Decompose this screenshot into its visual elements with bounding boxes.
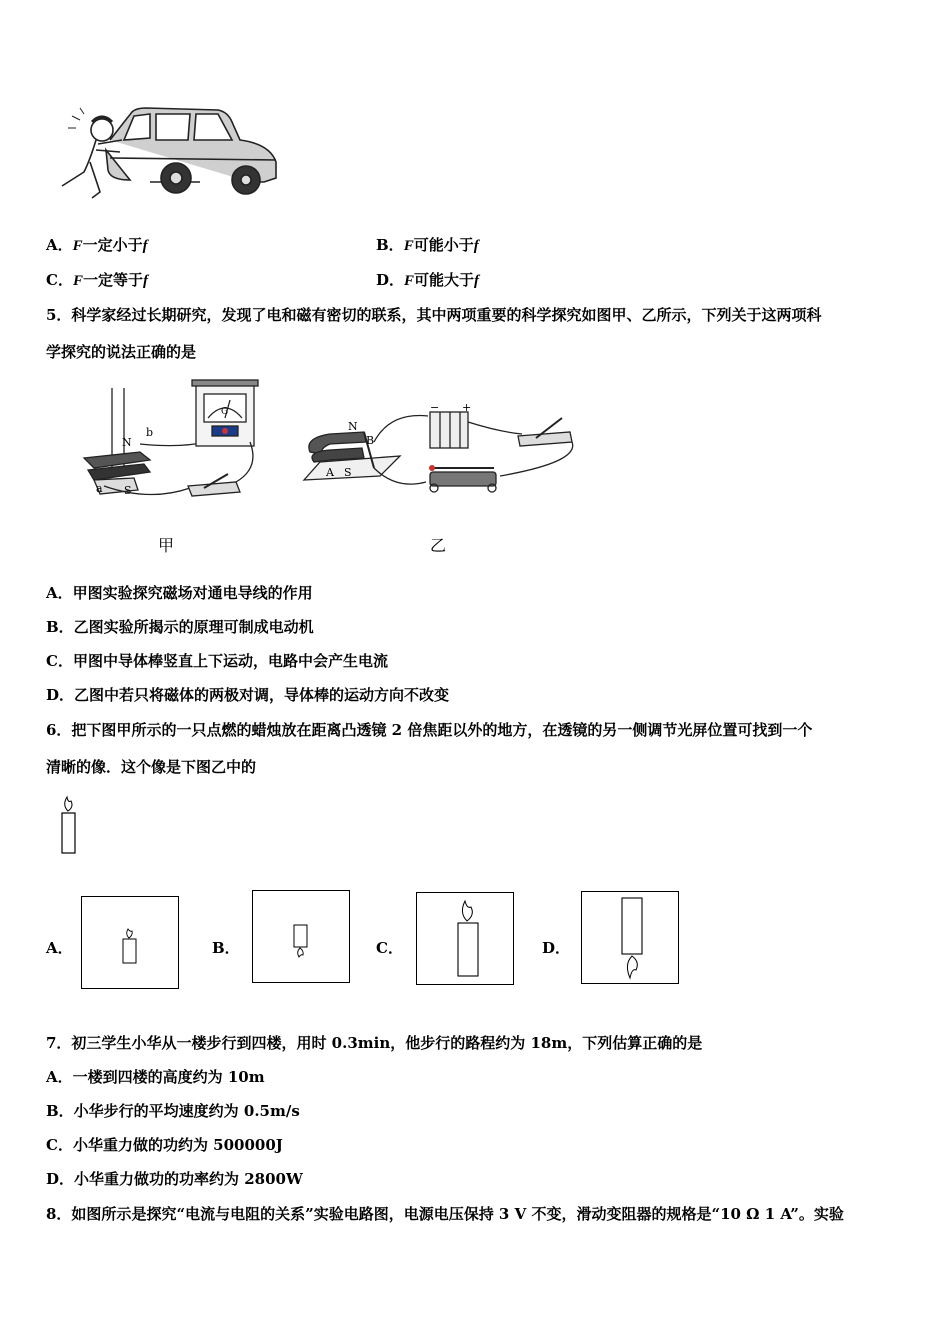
q5-option-c[interactable]: C．甲图中导体棒竖直上下运动，电路中会产生电流 [46, 652, 388, 670]
label-s: S [124, 484, 132, 497]
q7-option-d[interactable]: D．小华重力做功的功率约为 2800W [46, 1170, 303, 1188]
q6-choice-c-label: C． [376, 939, 403, 957]
large-upright-candle-icon [417, 893, 513, 984]
option-label: A． [46, 236, 73, 254]
boy-pushing-car-figure [50, 100, 282, 206]
q4-option-a[interactable] [46, 235, 148, 256]
figure-jia-caption: 甲 [158, 536, 175, 555]
label-a: a [96, 482, 103, 495]
figure-yi-caption: 乙 [430, 536, 447, 555]
variable-f: f [473, 238, 479, 254]
variable-F: F [403, 238, 414, 254]
q4-option-b[interactable] [376, 235, 479, 256]
q8-stem: 8．如图所示是探究“电流与电阻的关系”实验电路图，电源电压保持 3 V 不变，滑动变阻器的规格是“10 Ω 1 A”。实验 [46, 1205, 844, 1223]
q5-option-b[interactable]: B．乙图实验所揭示的原理可制成电动机 [46, 618, 314, 636]
q6-choice-b-label: B． [212, 939, 240, 957]
label-b: b [146, 426, 154, 439]
large-inverted-candle-icon [582, 892, 678, 983]
variable-f: f [474, 273, 480, 289]
lit-candle-figure [58, 795, 80, 857]
q5-stem-line2: 学探究的说法正确的是 [46, 343, 197, 361]
q5-stem-line1: 5．科学家经过长期研究，发现了电和磁有密切的联系，其中两项重要的科学探究如图甲、乙所示，下列关于这两项科 [46, 306, 822, 324]
q7-option-c[interactable]: C．小华重力做的功约为 500000J [46, 1136, 283, 1154]
label-s: S [344, 466, 352, 479]
q6-stem-line2: 清晰的像．这个像是下图乙中的 [46, 758, 257, 776]
label-b: B [366, 434, 375, 447]
option-label: C． [46, 271, 73, 289]
label-plus: + [462, 402, 472, 414]
small-upright-candle-icon [82, 897, 178, 988]
label-n: N [348, 420, 358, 433]
option-text: 可能小于 [413, 236, 474, 254]
variable-f: f [142, 238, 148, 254]
q5-option-d[interactable]: D．乙图中若只将磁体的两极对调，导体棒的运动方向不改变 [46, 686, 450, 704]
q6-choice-d-label: D． [542, 939, 571, 957]
q5-option-a[interactable]: A．甲图实验探究磁场对通电导线的作用 [46, 584, 313, 602]
q6-choice-a[interactable] [81, 896, 179, 989]
label-g: G [221, 407, 229, 417]
q4-option-c[interactable] [46, 270, 148, 291]
label-n: N [122, 436, 132, 449]
q6-choice-c[interactable] [416, 892, 514, 985]
option-text: 一定等于 [82, 271, 143, 289]
q6-choice-d[interactable] [581, 891, 679, 984]
variable-F: F [72, 238, 83, 254]
variable-F: F [72, 273, 83, 289]
label-a: A [326, 466, 334, 479]
figure-yi-motor-principle [300, 402, 580, 502]
q7-option-b[interactable]: B．小华步行的平均速度约为 0.5m/s [46, 1102, 300, 1120]
q6-stem-line1: 6．把下图甲所示的一只点燃的蜡烛放在距离凸透镜 2 倍焦距以外的地方，在透镜的另一侧调节光屏位置可找到一个 [46, 721, 813, 739]
q7-option-a[interactable]: A．一楼到四楼的高度约为 10m [46, 1068, 265, 1086]
option-label: B． [376, 236, 404, 254]
label-minus: − [430, 402, 440, 414]
option-label: D． [376, 271, 405, 289]
option-text: 可能大于 [414, 271, 475, 289]
q7-stem: 7．初三学生小华从一楼步行到四楼，用时 0.3min，他步行的路程约为 18m，下列估算正确的是 [46, 1034, 703, 1052]
small-inverted-candle-icon [253, 891, 349, 982]
option-text: 一定小于 [82, 236, 143, 254]
q6-choice-a-label: A． [46, 939, 73, 957]
variable-f: f [142, 273, 148, 289]
q4-option-d[interactable] [376, 270, 479, 291]
variable-F: F [404, 273, 415, 289]
q6-choice-b[interactable] [252, 890, 350, 983]
figure-jia-electromagnetic-induction [80, 378, 270, 508]
